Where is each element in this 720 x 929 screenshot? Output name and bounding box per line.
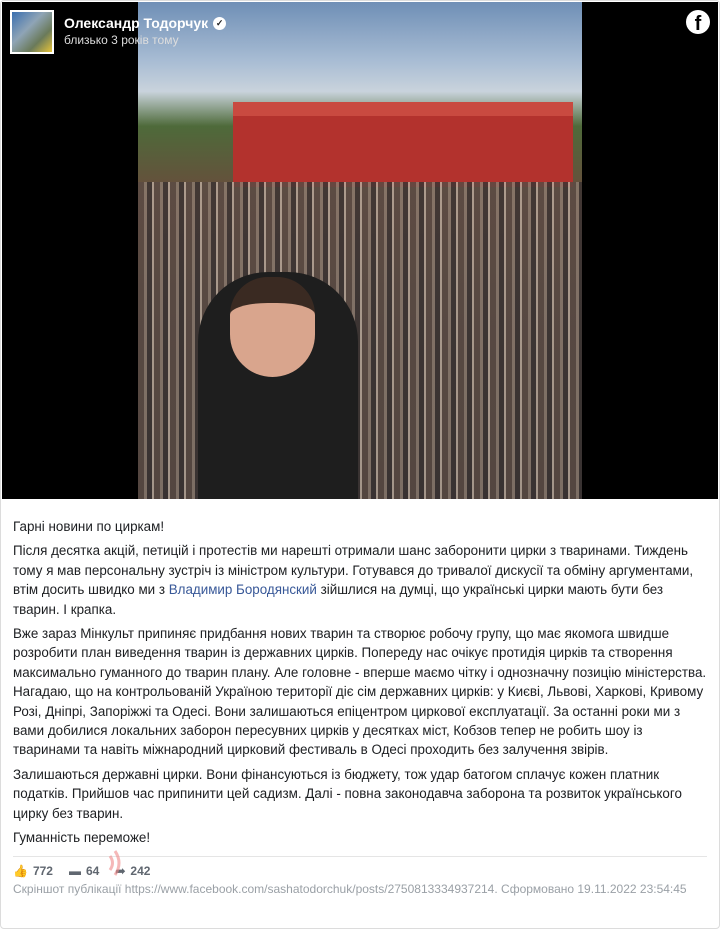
- paragraph: Нагадаю, що на контрольованій Україною території діє сім державних цирків: у Києві, Львові, Харкові, Кривому Розі, Дніпрі, Запоріжжі та Одесі. Вони залишаються епіцентром циркової експлуатації. За останні роки ми з вами добилися локальних заборон пересувних цирків у десятках міст, Кобзов тепер не робить шоу із тваринами та навіть міжнародний цирковий фестиваль в Одесі проходить без залучення звірів.: [13, 684, 704, 758]
- post-text: [13, 517, 713, 848]
- verified-icon: ✓: [213, 17, 226, 30]
- likes[interactable]: [13, 864, 53, 879]
- comment-count: 64: [85, 863, 100, 878]
- divider: [13, 856, 707, 857]
- comments[interactable]: [69, 864, 99, 879]
- text: зійшлися на думці, що українські цирки мають бути без тварин. І крапка.: [13, 582, 664, 617]
- photo-building-roof: [233, 102, 573, 116]
- paragraph: Гуманність переможе!: [13, 830, 151, 846]
- post-time[interactable]: близько 3 років тому: [64, 33, 179, 47]
- photo-person-head: [230, 277, 315, 377]
- post-media[interactable]: [2, 2, 718, 499]
- facebook-logo-icon[interactable]: f: [686, 10, 710, 34]
- screenshot-caption: Скріншот публікації https://www.facebook.com/sashatodorchuk/posts/2750813334937214. Сформовано 19.11.2022 23:54:45: [13, 881, 687, 896]
- post-photo[interactable]: [138, 2, 582, 499]
- paragraph: Вже зараз Мінкульт припиняє придбання нових тварин та створює робочу групу, що має якомога швидше розробити план виведення тварин із державних цирків. Попереду нас очікує протидія цирків та створення максимально гуманного до тварин плану. Але головне - вперше маємо чітку і однозначну позицію міністерства.: [13, 626, 707, 680]
- like-count: 772: [32, 863, 53, 878]
- author-name[interactable]: Олександр Тодорчук: [64, 15, 209, 31]
- share-icon: ➦: [115, 863, 126, 878]
- comment-icon: ▬: [68, 863, 81, 878]
- author-avatar[interactable]: [10, 10, 54, 54]
- watermark-icon: [106, 846, 126, 880]
- paragraph: [13, 541, 713, 619]
- paragraph: Залишаються державні цирки. Вони фінансуються із бюджету, тож удар батогом сплачує кожен платник податків. Прийшов час припинити цей садизм. Далі - повна законодавча заборона та розвиток українського цирку без тварин.: [13, 766, 682, 821]
- share-count: 242: [130, 863, 151, 878]
- text: Після десятка акцій, петицій і протестів ми нарешті отримали шанс заборонити цирки з тваринами. Тиждень тому я мав персональну зустріч із міністром культури. Готувався до тривалої дискусії та обміну аргументами, втім досить швидко ми з: [13, 543, 694, 598]
- mention-link[interactable]: Владимир Бородянский: [168, 582, 317, 598]
- paragraph: Гарні новини по циркам!: [13, 519, 165, 534]
- author-name-row: [64, 15, 226, 31]
- like-icon: 👍: [13, 863, 28, 878]
